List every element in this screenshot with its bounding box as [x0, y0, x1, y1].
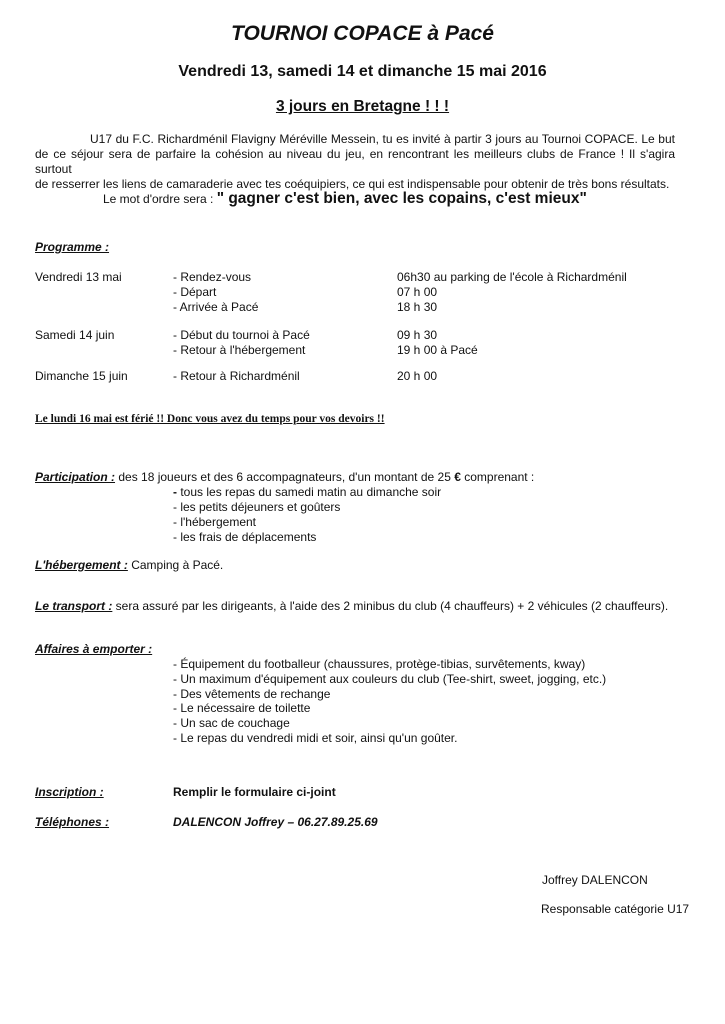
- motto-line: [103, 190, 587, 208]
- programme-event-label: - Départ: [173, 285, 217, 299]
- programme-event-time: 20 h 00: [397, 369, 438, 383]
- programme-event-time: 09 h 30: [397, 328, 438, 342]
- inscription-label: Inscription :: [35, 785, 104, 799]
- affaires-item: - Équipement du footballeur (chaussures, protège-tibias, survêtements, kway): [173, 657, 586, 671]
- inscription-value: Remplir le formulaire ci-joint: [173, 785, 336, 799]
- affaires-item: - Un maximum d'équipement aux couleurs du club (Tee-shirt, sweet, jogging, etc.): [173, 672, 607, 686]
- affaires-item: - Un sac de couchage: [173, 716, 290, 730]
- programme-event-label: - Début du tournoi à Pacé: [173, 328, 310, 342]
- participation-bullet: -: [173, 485, 177, 499]
- participation-label: Participation :: [35, 470, 116, 484]
- telephones-label: Téléphones :: [35, 815, 110, 829]
- participation-line: [35, 470, 534, 484]
- transport-label: Le transport :: [35, 599, 113, 613]
- participation-item: - l'hébergement: [173, 515, 257, 529]
- holiday-note: Le lundi 16 mai est férié !! Donc vous avez du temps pour vos devoirs !!: [35, 413, 385, 425]
- intro-line-2: de ce séjour sera de parfaire la cohésion au niveau du jeu, en rencontrant les meilleurs clubs de France ! Il s'agira surtout: [35, 147, 675, 176]
- motto-lead: Le mot d'ordre sera :: [103, 192, 217, 206]
- programme-event-time: 07 h 00: [397, 285, 438, 299]
- hebergement-label: L'hébergement :: [35, 558, 128, 572]
- programme-event-label: - Arrivée à Pacé: [173, 300, 259, 314]
- intro-paragraph: [35, 132, 675, 192]
- programme-day-3: Dimanche 15 juin: [35, 369, 128, 383]
- participation-item-text: tous les repas du samedi matin au dimanche soir: [180, 485, 442, 499]
- participation-item: - les frais de déplacements: [173, 530, 317, 544]
- signature-name: Joffrey DALENCON: [542, 873, 648, 887]
- intro-line-3: de resserrer les liens de camaraderie avec tes coéquipiers, ce qui est indispensable pour obtenir de très bons résultats.: [35, 177, 670, 191]
- programme-event-time: 18 h 30: [397, 300, 438, 314]
- transport-line: [35, 599, 668, 613]
- participation-item: - les petits déjeuners et goûters: [173, 500, 341, 514]
- affaires-item: - Le nécessaire de toilette: [173, 701, 311, 715]
- participation-item: [173, 485, 441, 499]
- transport-text: sera assuré par les dirigeants, à l'aide des 2 minibus du club (4 chauffeurs) + 2 véhicules (2 chauffeurs).: [112, 599, 669, 613]
- programme-event-label: - Retour à l'hébergement: [173, 343, 306, 357]
- programme-event-label: - Rendez-vous: [173, 270, 252, 284]
- participation-text-after: comprenant :: [460, 470, 535, 484]
- motto-text: " gagner c'est bien, avec les copains, c'est mieux": [216, 190, 587, 207]
- programme-event-time: 19 h 00 à Pacé: [397, 343, 478, 357]
- programme-label: Programme :: [35, 240, 110, 254]
- programme-event-time: 06h30 au parking de l'école à Richardménil: [397, 270, 627, 284]
- signature-role: Responsable catégorie U17: [541, 902, 690, 916]
- document-title: TOURNOI COPACE à Pacé: [231, 22, 494, 45]
- affaires-item: - Le repas du vendredi midi et soir, ainsi qu'un goûter.: [173, 731, 458, 745]
- affaires-label: Affaires à emporter :: [35, 642, 153, 656]
- euro-sign: €: [454, 470, 461, 484]
- hebergement-line: [35, 558, 223, 572]
- event-tagline: 3 jours en Bretagne ! ! !: [275, 98, 450, 115]
- intro-line-1: U17 du F.C. Richardménil Flavigny Méréville Messein, tu es invité à partir 3 jours au Tournoi COPACE. Le but: [90, 132, 675, 146]
- programme-day-2: Samedi 14 juin: [35, 328, 115, 342]
- participation-text-before: des 18 joueurs et des 6 accompagnateurs, d'un montant de 25: [115, 470, 455, 484]
- hebergement-text: Camping à Pacé.: [127, 558, 224, 572]
- event-dates: Vendredi 13, samedi 14 et dimanche 15 mai 2016: [178, 63, 547, 80]
- programme-event-label: - Retour à Richardménil: [173, 369, 300, 383]
- affaires-item: - Des vêtements de rechange: [173, 687, 331, 701]
- programme-day-1: Vendredi 13 mai: [35, 270, 122, 284]
- telephones-value: DALENCON Joffrey – 06.27.89.25.69: [173, 815, 378, 829]
